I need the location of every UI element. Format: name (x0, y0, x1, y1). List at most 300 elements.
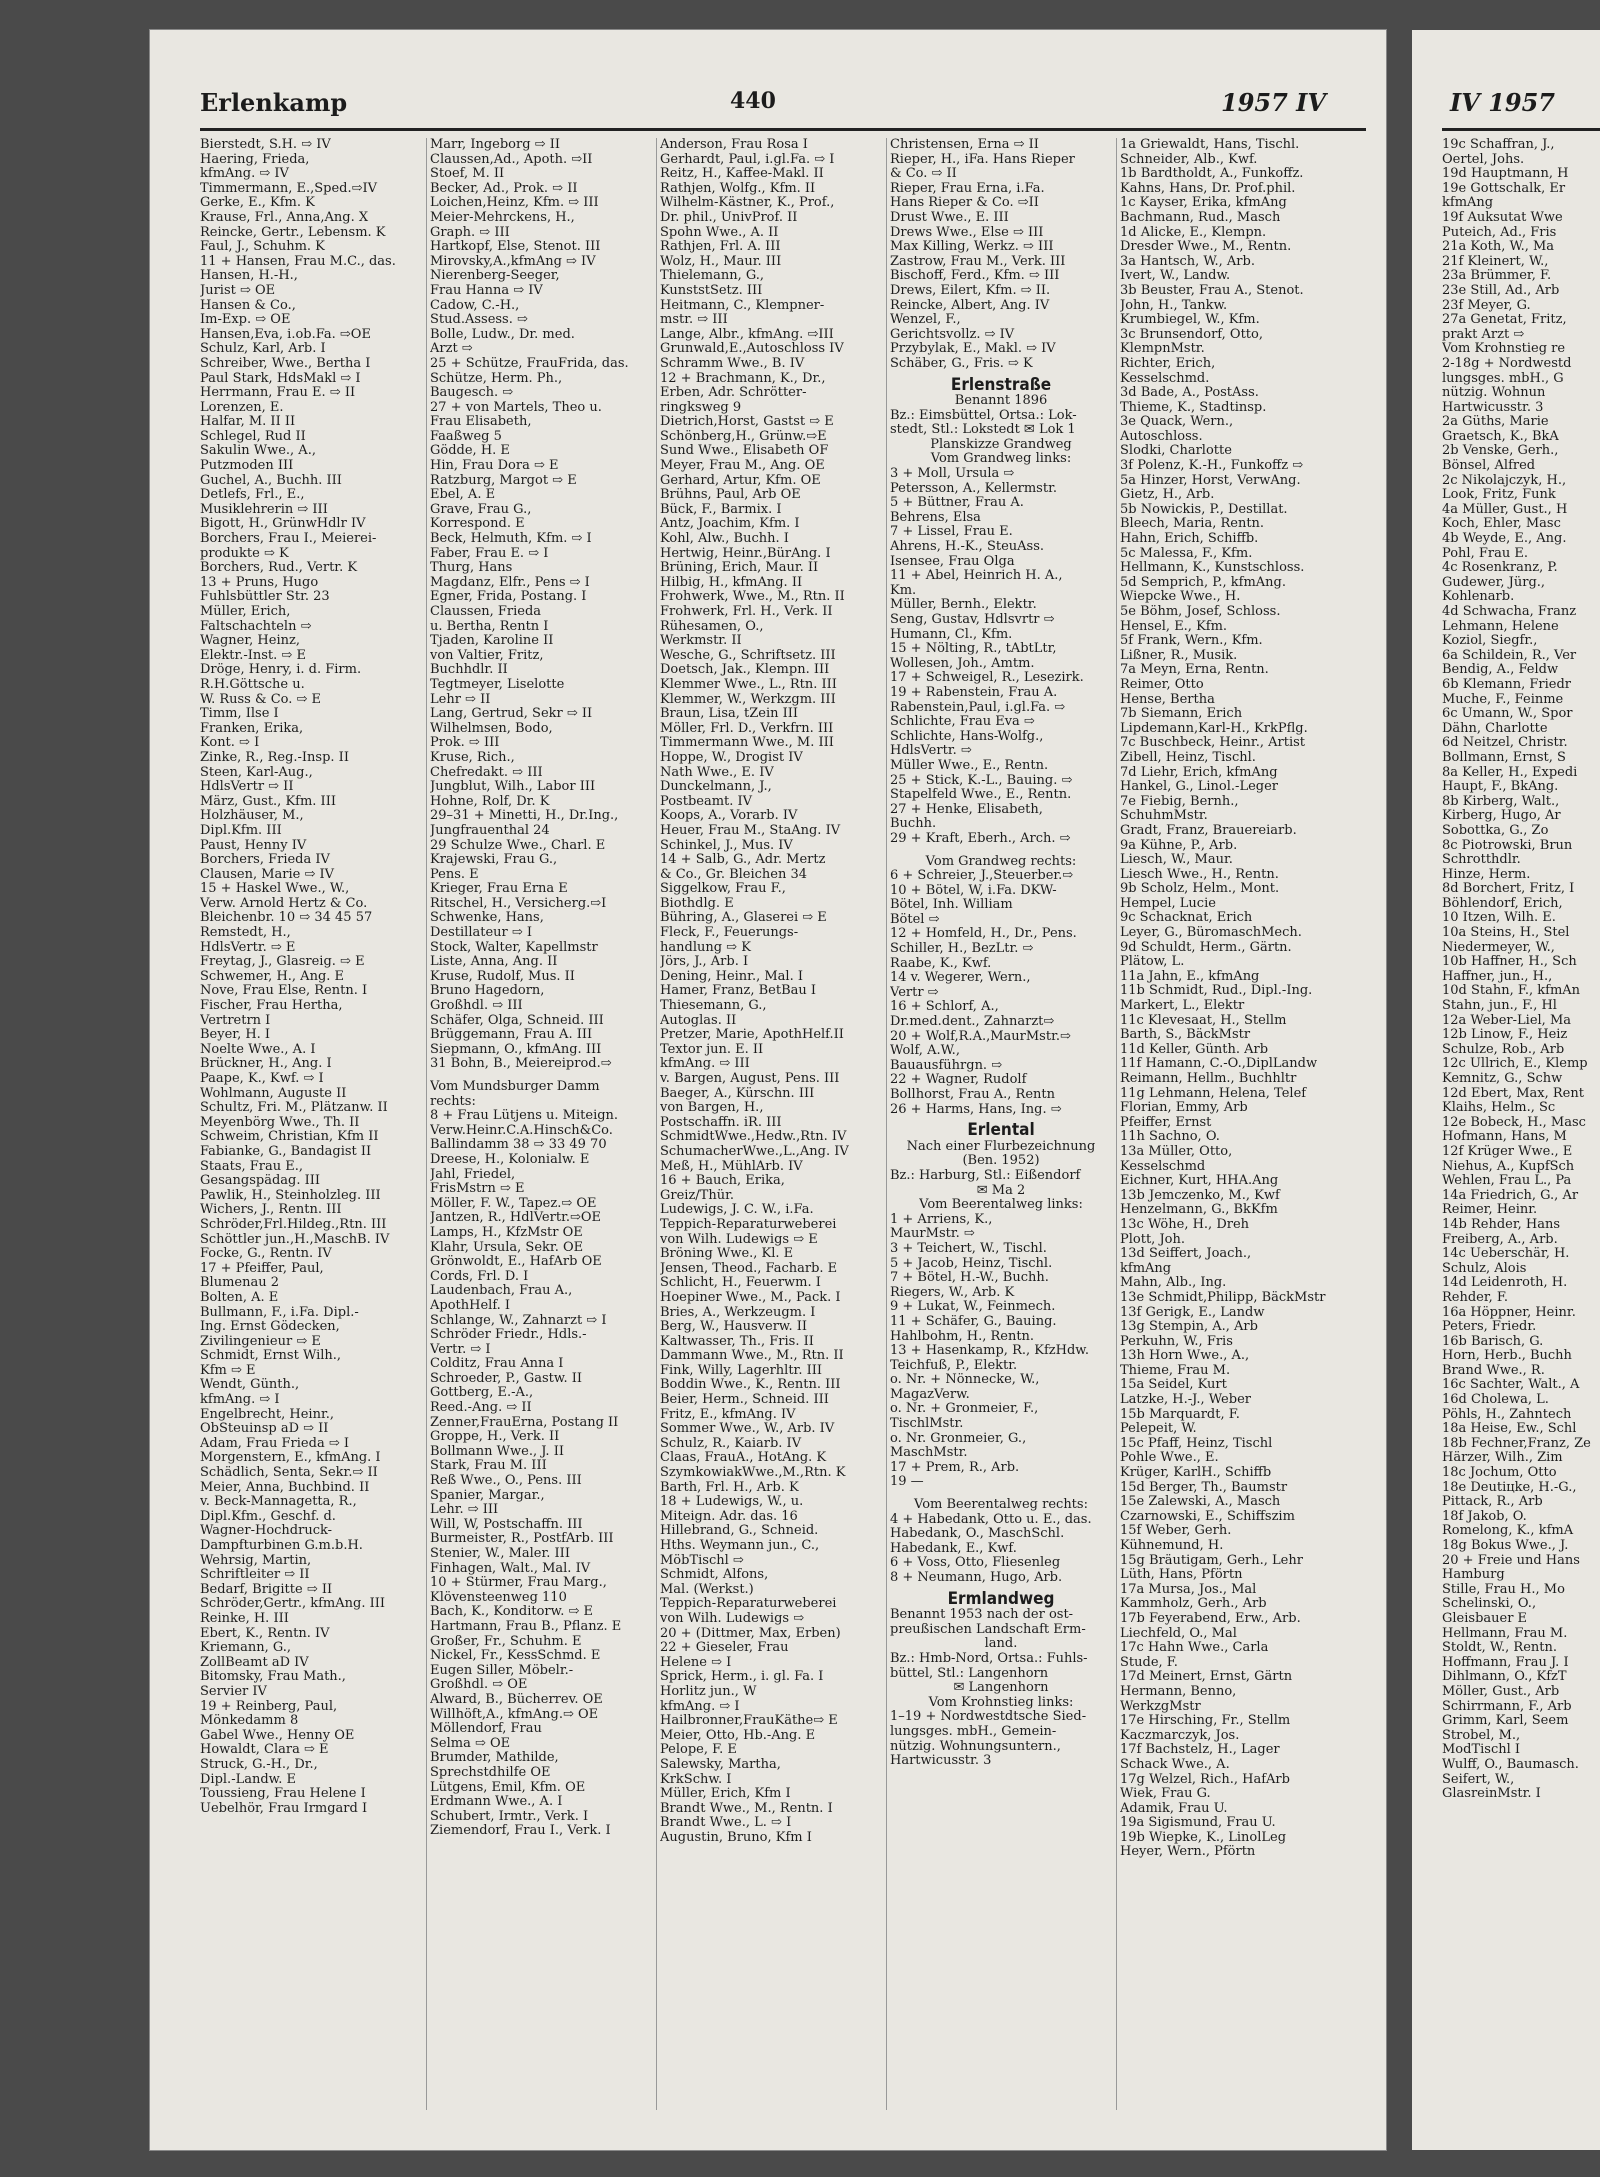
directory-entry: Autoglas. II (660, 1013, 737, 1028)
directory-entry: Gesangspädag. III (200, 1174, 321, 1189)
directory-entry: Kruse, Rich., (430, 750, 515, 765)
directory-entry: Seng, Gustav, Hdlsvrtr ⇨ (890, 613, 1055, 627)
directory-entry: 26 + Harms, Hans, Ing. ⇨ (890, 1102, 1062, 1117)
directory-entry: Lehr. ⇨ III (430, 1503, 499, 1518)
directory-entry: Thurg, Hans (430, 561, 513, 576)
directory-entry: v. Bargen, August, Pens. III (660, 1072, 840, 1086)
directory-entry: Kohlenarb. (1442, 590, 1515, 605)
directory-entry: 19 + Rabenstein, Frau A. (890, 685, 1058, 700)
directory-entry: Möller, Gust., Arb (1442, 1684, 1560, 1699)
directory-entry: Timmermann, E.,Sped.⇨IV (200, 181, 378, 196)
directory-entry: Hailbronner,FrauKäthe⇨ E (660, 1714, 838, 1729)
directory-entry: 2c Nikolajczyk, H., (1442, 473, 1567, 488)
directory-entry: Großer, Fr., Schuhm. E (430, 1634, 582, 1649)
next-page-edge (1412, 30, 1600, 2150)
directory-entry: Sund Wwe., Elisabeth OF (660, 444, 829, 459)
directory-entry: Grunwald,E.,Autoschloss IV (660, 342, 844, 357)
directory-entry: Meier, Otto, Hb.-Ang. E (660, 1728, 816, 1743)
directory-entry: Noelte Wwe., A. I (200, 1042, 316, 1057)
directory-entry: Reimer, Heinr. (1442, 1203, 1538, 1218)
directory-entry: 5 + Büttner, Frau A. (890, 496, 1024, 511)
directory-entry: Servier IV (200, 1684, 267, 1699)
directory-entry: Pens. E (430, 867, 479, 882)
directory-entry: März, Gust., Kfm. III (200, 794, 336, 809)
directory-entry: 6 + Voss, Otto, Fliesenleg (890, 1556, 1061, 1571)
directory-entry: Hilbig, H., kfmAng. II (660, 575, 803, 590)
directory-entry: Hoppe, W., Drogist IV (660, 750, 803, 765)
directory-entry: Km. (890, 583, 917, 598)
directory-entry: Gleisbauer E (1442, 1611, 1528, 1626)
directory-entry: Schirrmann, F., Arb (1442, 1699, 1572, 1714)
directory-entry: Pohl, Frau E. (1442, 546, 1528, 561)
directory-entry: Heyer, Wern., Pförtn (1120, 1845, 1256, 1860)
directory-entry: 13a Müller, Otto, (1120, 1144, 1233, 1159)
street-section-note: ✉ Langenhorn (953, 1680, 1049, 1696)
directory-entry: Schack Wwe., A. (1120, 1757, 1230, 1772)
directory-entry: Stock, Walter, Kapellmstr (430, 940, 598, 955)
directory-entry: Ebel, A. E (430, 488, 496, 503)
directory-entry: Schramm Wwe., B. IV (660, 356, 805, 371)
directory-entry: 11f Hamann, C.-O.,DiplLandw (1120, 1057, 1318, 1072)
directory-entry: 6a Schildein, R., Ver (1442, 648, 1577, 663)
directory-entry: Timm, Ilse I (200, 707, 279, 722)
directory-entry: 7e Fiebig, Bernh., (1120, 794, 1239, 809)
directory-entry: 8c Piotrowski, Brun (1442, 838, 1573, 853)
directory-entry: Zastrow, Frau M., Verk. III (890, 254, 1066, 269)
directory-entry: 5f Frank, Wern., Kfm. (1120, 634, 1263, 649)
directory-entry: MagazVerw. (890, 1387, 970, 1402)
directory-entry: Nove, Frau Else, Rentn. I (200, 984, 368, 999)
directory-entry: Claussen,Ad., Apoth. ⇨II (430, 152, 593, 167)
directory-entry: Schelinski, O., (1442, 1597, 1537, 1612)
directory-entry: Kammholz, Gerh., Arb (1120, 1597, 1267, 1612)
directory-entry: Bruno Hagedorn, (430, 984, 545, 999)
directory-entry: Toussieng, Frau Helene I (200, 1787, 366, 1802)
directory-entry: Autoschloss. (1120, 429, 1203, 444)
directory-entry: Faber, Frau E. ⇨ I (430, 546, 549, 561)
directory-entry: 18c Jochum, Otto (1442, 1466, 1557, 1481)
directory-entry: Wolz, H., Maur. III (660, 254, 782, 269)
directory-entry: SzymkowiakWwe.,M.,Rtn. K (660, 1466, 846, 1481)
directory-entry: Latzke, H.-J., Weber (1120, 1393, 1251, 1408)
directory-entry: Pöhls, H., Zahntech (1442, 1407, 1572, 1422)
street-section-note: Vom Beerentalweg rechts: (914, 1497, 1088, 1513)
directory-entry: Dening, Heinr., Mal. I (660, 969, 803, 984)
directory-entry: GlasreinMstr. I (1442, 1787, 1541, 1802)
directory-entry: SchuhmMstr. (1120, 809, 1208, 824)
directory-entry: Koops, A., Vorarb. IV (660, 809, 798, 824)
directory-entry: Pelope, F. E (660, 1743, 737, 1758)
directory-entry: Hamer, Franz, BetBau I (660, 984, 817, 999)
directory-entry: Borchers, Frau I., Meierei- (200, 532, 377, 547)
directory-entry: 12d Ebert, Max, Rent (1442, 1086, 1584, 1101)
directory-entry: Schäber, G., Fris. ⇨ K (890, 356, 1033, 371)
directory-entry: 17f Bachstelz, H., Lager (1120, 1743, 1280, 1758)
directory-entry: Holzhäuser, M., (200, 809, 304, 824)
directory-entry: Colditz, Frau Anna I (430, 1357, 564, 1372)
directory-entry: Claussen, Frieda (430, 605, 542, 619)
directory-entry: 13c Wöhe, H., Dreh (1120, 1217, 1250, 1232)
directory-entry: 3e Quack, Wern., (1120, 415, 1234, 430)
directory-entry: 3a Hantsch, W., Arb. (1120, 254, 1255, 269)
directory-entry: Nath Wwe., E. IV (660, 765, 774, 780)
directory-entry: Boddin Wwe., K., Rentn. III (660, 1378, 841, 1393)
directory-entry: 31 Bohn, B., Meiereiprod.⇨ (430, 1057, 612, 1072)
directory-entry: 1 + Arriens, K., (890, 1212, 993, 1227)
directory-entry: Haupt, F., BkAng. (1442, 780, 1559, 795)
directory-entry: 6b Klemann, Friedr (1442, 677, 1571, 692)
directory-entry: 11b Schmidt, Rud., Dipl.-Ing. (1120, 984, 1313, 999)
directory-entry: Reimer, Otto (1120, 677, 1204, 692)
directory-entry: 8a Keller, H., Expedi (1442, 765, 1578, 780)
directory-entry: Müller, Erich, Kfm I (660, 1787, 791, 1802)
directory-entry: Paul Stark, HdsMakl ⇨ I (200, 371, 361, 386)
directory-entry: MaurMstr. ⇨ (890, 1227, 975, 1242)
directory-entry: Strobel, M., (1442, 1728, 1521, 1743)
directory-entry: Vertr. ⇨ I (430, 1342, 491, 1357)
directory-entry: Staats, Frau E., (200, 1159, 304, 1174)
directory-entry: 10a Steins, H., Stel (1442, 926, 1570, 941)
street-section-title: Erlenstraße (950, 374, 1052, 395)
directory-entry: Guchel, A., Buchh. III (200, 473, 342, 488)
directory-entry: W. Russ & Co. ⇨ E (200, 692, 322, 707)
directory-entry: kfmAng. ⇨ I (200, 1393, 280, 1408)
directory-entry: Bendig, A., Feldw (1442, 663, 1559, 678)
directory-entry: Hartkopf, Else, Stenot. III (430, 240, 601, 255)
directory-entry: 29–31 + Minetti, H., Dr.Ing., (430, 809, 619, 824)
directory-entry: Hahn, Erich, Schiffb. (1120, 532, 1259, 547)
street-section-note: Vom Grandweg rechts: (925, 853, 1077, 869)
directory-entry: Mönkedamm 8 (200, 1714, 299, 1729)
directory-entry: o. Nr. Gronmeier, G., (890, 1431, 1027, 1446)
directory-entry: Mirovsky,A.,kfmAng ⇨ IV (430, 254, 596, 269)
directory-entry: kfmAng. ⇨ III (660, 1057, 750, 1072)
directory-entry: Puteich, Ad., Fris (1442, 225, 1557, 240)
directory-entry: Rabenstein,Paul, i.gl.Fa. ⇨ (890, 700, 1066, 715)
directory-entry: 16d Cholewa, L. (1442, 1393, 1549, 1408)
directory-entry: WerkzgMstr (1120, 1699, 1201, 1714)
directory-entry: Siepmann, O., kfmAng. III (430, 1042, 602, 1057)
directory-entry: 17c Hahn Wwe., Carla (1120, 1641, 1269, 1656)
directory-entry: 5a Hinzer, Horst, VerwAng. (1120, 473, 1301, 488)
directory-entry: Schädlich, Senta, Sekr.⇨ II (200, 1466, 378, 1481)
directory-entry: Gabel Wwe., Henny OE (200, 1728, 355, 1743)
directory-entry: Bz.: Eimsbüttel, Ortsa.: Lok- (890, 408, 1077, 423)
directory-entry: Blumenau 2 (200, 1276, 280, 1291)
directory-entry: Lütgens, Emil, Kfm. OE (430, 1780, 586, 1795)
directory-entry: Musiklehrerin ⇨ III (200, 502, 328, 517)
directory-entry: Graetsch, K., BkA (1442, 429, 1559, 444)
directory-entry: 27 + von Martels, Theo u. (430, 400, 602, 415)
directory-entry: 21f Kleinert, W., (1442, 254, 1549, 269)
next-page-rule (1442, 128, 1600, 131)
directory-entry: Jungblut, Wilh., Labor III (430, 780, 596, 795)
directory-entry: Schubert, Irmtr., Verk. I (430, 1809, 589, 1824)
directory-entry: 21a Koth, W., Ma (1442, 240, 1555, 255)
directory-entry: 12 + Homfeld, H., Dr., Pens. (890, 927, 1077, 942)
directory-entry: 17g Welzel, Rich., HafArb (1120, 1772, 1290, 1787)
directory-entry: preußischen Landschaft Erm- (890, 1622, 1086, 1637)
directory-entry: Groppe, H., Verk. II (430, 1430, 560, 1445)
directory-entry: Kruse, Rudolf, Mus. II (430, 969, 575, 984)
directory-entry: Wendt, Günth., (200, 1378, 300, 1393)
directory-entry: Brüning, Erich, Maur. II (660, 561, 819, 576)
directory-entry: 12b Linow, F., Heiz (1442, 1028, 1568, 1043)
directory-entry: TischlMstr. (890, 1417, 964, 1432)
directory-entry: 22 + Gieseler, Frau (660, 1641, 789, 1656)
directory-entry: o. Nr. + Nönnecke, W., (890, 1373, 1040, 1388)
directory-entry: Schröder,Frl.Hildeg.,Rtn. III (200, 1217, 387, 1232)
directory-entry: Erdmann Wwe., A. I (430, 1795, 563, 1810)
directory-entry: Wehlen, Frau L., Pa (1442, 1174, 1572, 1189)
directory-entry: Plätow, L. (1120, 955, 1185, 970)
directory-entry: Wesche, G., Schriftsetz. III (660, 648, 836, 663)
directory-entry: prakt Arzt ⇨ (1442, 327, 1525, 342)
directory-entry: 19a Sigismund, Frau U. (1120, 1816, 1276, 1831)
directory-entry: Halfar, M. II II (200, 415, 296, 430)
directory-entry: 1b Bardtholdt, A., Funkoffz. (1120, 167, 1304, 182)
directory-entry: 12e Bobeck, H., Masc (1442, 1115, 1586, 1130)
directory-entry: Gerke, E., Kfm. K (200, 196, 315, 211)
directory-entry: 14c Ueberschär, H. (1442, 1247, 1570, 1262)
directory-entry: Wiepcke Wwe., H. (1120, 590, 1241, 605)
directory-entry: Przybylak, E., Makl. ⇨ IV (890, 342, 1056, 357)
directory-entry: Brandt Wwe., M., Rentn. I (660, 1801, 833, 1816)
directory-entry: Fleck, F., Feuerungs- (660, 926, 799, 941)
directory-entry: 5e Böhm, Josef, Schloss. (1120, 605, 1281, 619)
directory-entry: Schulz, Karl, Arb. I (200, 342, 326, 357)
directory-entry: Zibell, Heinz, Tischl. (1120, 750, 1256, 765)
directory-entry: Nickel, Fr., KessSchmd. E (430, 1649, 601, 1664)
directory-entry: 13f Gerigk, E., Landw (1120, 1305, 1265, 1320)
directory-entry: Schreiber, Wwe., Bertha I (200, 356, 371, 371)
directory-entry: Lamps, H., KfzMstr OE (430, 1225, 583, 1240)
directory-entry: 10d Stahn, F., kfmAn (1442, 984, 1581, 999)
directory-entry: v. Beck-Mannagetta, R., (200, 1495, 357, 1510)
directory-entry: Hans Rieper & Co. ⇨II (890, 196, 1039, 211)
directory-entry: 16c Sachter, Walt., A (1442, 1378, 1580, 1393)
directory-entry: Anderson, Frau Rosa I (660, 138, 808, 152)
directory-entry: Müller, Erich, (200, 605, 291, 619)
directory-entry: Pohle Wwe., E. (1120, 1451, 1219, 1466)
directory-entry: Hths. Weymann jun., C., (660, 1539, 820, 1553)
directory-entry: Egner, Frida, Postang. I (430, 590, 587, 605)
directory-entry: Bischoff, Ferd., Kfm. ⇨ III (890, 269, 1060, 284)
directory-entry: Brandt Wwe., L. ⇨ I (660, 1816, 792, 1831)
directory-entry: Sakulin Wwe., A., (200, 444, 316, 459)
directory-entry: Meß, H., MühlArb. IV (660, 1159, 803, 1174)
directory-entry: 4d Schwacha, Franz (1442, 605, 1577, 619)
directory-entry: 7a Meyn, Erna, Rentn. (1120, 663, 1269, 678)
directory-entry: Dr.med.dent., Zahnarzt⇨ (890, 1015, 1055, 1030)
directory-entry: Kemnitz, G., Schw (1442, 1072, 1563, 1086)
directory-entry: 20 + Freie und Hans (1442, 1553, 1580, 1568)
directory-entry: produkte ⇨ K (200, 546, 289, 561)
directory-entry: Magdanz, Elfr., Pens ⇨ I (430, 575, 590, 590)
directory-entry: 13 + Hasenkamp, R., KfzHdw. (890, 1344, 1089, 1359)
directory-entry: Gottberg, E.-A., (430, 1386, 534, 1401)
directory-entry: Dr. phil., UnivProf. II (660, 210, 798, 225)
directory-entry: Bühring, A., Glaserei ⇨ E (660, 911, 827, 926)
directory-entry: 11h Sachno, O. (1120, 1130, 1220, 1145)
directory-entry: Großhdl. ⇨ OE (430, 1678, 528, 1693)
directory-entry: nützig. Wohnungsuntern., (890, 1739, 1061, 1754)
street-section-note: ✉ Ma 2 (976, 1182, 1026, 1198)
directory-entry: Fritz, E., kfmAng. IV (660, 1407, 796, 1422)
directory-entry: Teppich-Reparaturweberei (660, 1597, 837, 1612)
directory-entry: Thielemann, G., (660, 269, 765, 284)
directory-entry: Gödde, H. E (430, 444, 510, 459)
directory-entry: ringksweg 9 (660, 400, 742, 415)
directory-entry: Rehder, F. (1442, 1290, 1509, 1305)
directory-entry: 19b Wiepke, K., LinolLeg (1120, 1830, 1287, 1845)
directory-entry: Pretzer, Marie, ApothHelf.II (660, 1028, 844, 1043)
directory-entry: Gerhardt, Paul, i.gl.Fa. ⇨ I (660, 152, 835, 167)
directory-entry: kfmAng (1442, 196, 1494, 211)
directory-entry: Marr, Ingeborg ⇨ II (430, 138, 560, 152)
directory-entry: Liechfeld, O., Mal (1120, 1626, 1237, 1641)
directory-entry: Wehrsig, Martin, (200, 1553, 312, 1568)
directory-entry: Kont. ⇨ I (200, 736, 260, 751)
directory-entry: Brühns, Paul, Arb OE (660, 488, 801, 503)
directory-entry: 16 + Bauch, Erika, (660, 1174, 785, 1189)
page-number: 440 (730, 88, 776, 114)
directory-entry: 7d Liehr, Erich, kfmAng (1120, 765, 1278, 780)
directory-entry: Pfeiffer, Ernst (1120, 1115, 1212, 1130)
street-section-note: Vom Beerentalweg links: (919, 1197, 1083, 1213)
directory-entry: Siggelkow, Frau F., (660, 882, 786, 897)
directory-entry: Meier, Anna, Buchbind. II (200, 1480, 370, 1495)
directory-entry: 18g Bokus Wwe., J. (1442, 1539, 1569, 1553)
directory-entry: 13e Schmidt,Philipp, BäckMstr (1120, 1290, 1326, 1305)
directory-entry: Vertretrn I (200, 1013, 271, 1028)
directory-column-3 (660, 138, 887, 2110)
directory-entry: Buchh. (890, 817, 937, 832)
directory-entry: 3c Brunsendorf, Otto, (1120, 327, 1263, 342)
directory-entry: 4a Müller, Gust., H (1442, 502, 1568, 517)
directory-entry: stedt, Stl.: Lokstedt ✉ Lok 1 (890, 423, 1076, 438)
directory-entry: Kaczmarczyk, Jos. (1120, 1728, 1240, 1743)
directory-entry: Liesch, W., Maur. (1120, 853, 1233, 868)
directory-entry: Paape, K., Kwf. ⇨ I (200, 1072, 324, 1086)
directory-entry: ZollBeamt aD IV (200, 1655, 309, 1670)
directory-entry: Habedank, E., Kwf. (890, 1541, 1017, 1556)
directory-entry: Helene ⇨ I (660, 1655, 732, 1670)
directory-entry: Putzmoden III (200, 459, 294, 474)
directory-entry: Lißner, R., Musik. (1120, 648, 1238, 663)
spacer (430, 1072, 652, 1080)
directory-entry: Detlefs, Frl., E., (200, 488, 305, 503)
directory-entry: Fischer, Frau Hertha, (200, 999, 343, 1014)
directory-entry: Pawlik, H., Steinholzleg. III (200, 1188, 381, 1203)
directory-entry: Koch, Ehler, Masc (1442, 517, 1561, 532)
directory-entry: Frau Elisabeth, (430, 415, 532, 430)
directory-entry: u. Bertha, Rentn I (430, 619, 549, 634)
directory-entry: Bedarf, Brigitte ⇨ II (200, 1582, 333, 1597)
directory-entry: Sobottka, G., Zo (1442, 823, 1549, 838)
directory-entry: büttel, Stl.: Langenhorn (890, 1666, 1049, 1681)
directory-entry: 23a Brümmer, F. (1442, 269, 1552, 284)
directory-entry: Reinke, H. III (200, 1611, 289, 1626)
directory-entry: 27a Genetat, Fritz, (1442, 313, 1567, 328)
directory-entry: Stenier, W., Maler. III (430, 1547, 570, 1561)
directory-entry: Baugesch. ⇨ (430, 386, 514, 401)
directory-entry: Mahn, Alb., Ing. (1120, 1276, 1227, 1291)
directory-entry: Stark, Frau M. III (430, 1459, 547, 1474)
directory-entry: Fabianke, G., Bandagist II (200, 1144, 372, 1159)
directory-entry: Miteign. Adr. das. 16 (660, 1509, 798, 1524)
directory-entry: Lüth, Hans, Pförtn (1120, 1568, 1243, 1583)
directory-entry: Tjaden, Karoline II (430, 634, 554, 649)
directory-entry: MöbTischl ⇨ (660, 1553, 744, 1568)
directory-entry: HdlsVertr ⇨ II (200, 780, 294, 795)
directory-entry: Stille, Frau H., Mo (1442, 1582, 1565, 1597)
street-section-note: Vom Krohnstieg links: (928, 1694, 1074, 1710)
directory-entry: Dunckelmann, J., (660, 780, 772, 795)
street-section-note: Vom Grandweg links: (930, 451, 1072, 467)
directory-entry: 11 + Abel, Heinrich H. A., (890, 569, 1063, 584)
directory-entry: Dipl.-Landw. E (200, 1772, 297, 1787)
directory-entry: Wolf, A.W., (890, 1044, 960, 1059)
directory-entry: 25 + Schütze, FrauFrida, das. (430, 356, 629, 371)
directory-entry: Zivilingenieur ⇨ E (200, 1334, 321, 1349)
directory-entry: Grimm, Karl, Seem (1442, 1714, 1569, 1729)
directory-entry: Grave, Frau G., (430, 502, 532, 517)
directory-entry: Lange, Albr., kfmAng. ⇨III (660, 327, 834, 342)
directory-entry: Stude, F. (1120, 1655, 1178, 1670)
directory-column-1 (200, 138, 427, 2110)
directory-entry: Schmidt, Ernst Wilh., (200, 1349, 342, 1364)
directory-entry: 10b Haffner, H., Sch (1442, 955, 1577, 970)
directory-entry: 19e Gottschalk, Er (1442, 181, 1566, 196)
directory-entry: Beck, Helmuth, Kfm. ⇨ I (430, 532, 592, 547)
directory-entry: 15b Marquardt, F. (1120, 1407, 1240, 1422)
directory-entry: Hin, Frau Dora ⇨ E (430, 459, 559, 474)
directory-entry: Frohwerk, Frl. H., Verk. II (660, 605, 833, 619)
directory-entry: 29 + Kraft, Eberh., Arch. ⇨ (890, 831, 1071, 846)
directory-entry: Morgenstern, E., kfmAng. I (200, 1451, 381, 1466)
directory-entry: Dreese, H., Kolonialw. E (430, 1152, 590, 1167)
directory-entry: Wenzel, F., (890, 313, 961, 328)
directory-entry: Augustin, Bruno, Kfm I (660, 1830, 812, 1845)
directory-entry: 8d Borchert, Fritz, I (1442, 882, 1575, 897)
directory-entry: 15e Zalewski, A., Masch (1120, 1495, 1281, 1510)
directory-entry: SchmidtWwe.,Hedw.,Rtn. IV (660, 1130, 847, 1145)
directory-entry: Oertel, Johs. (1442, 152, 1525, 167)
directory-entry: Stud.Assess. ⇨ (430, 313, 528, 328)
directory-entry: lungsges. mbH., Gemein- (890, 1724, 1057, 1739)
directory-entry: Reß Wwe., O., Pens. III (430, 1474, 582, 1489)
directory-entry: Mal. (Werkst.) (660, 1582, 754, 1597)
directory-entry: Zenner,FrauErna, Postang II (430, 1415, 619, 1430)
directory-entry: Antz, Joachim, Kfm. I (660, 517, 800, 532)
directory-entry: Kesselschmd (1120, 1159, 1206, 1174)
directory-entry: Jurist ⇨ OE (200, 283, 276, 298)
directory-entry: 15f Weber, Gerh. (1120, 1524, 1232, 1539)
directory-entry: Hoffmann, Frau J. I (1442, 1655, 1569, 1670)
directory-entry: 9 + Lukat, W., Feinmech. (890, 1300, 1056, 1315)
directory-entry: Cadow, C.-H., (430, 298, 520, 313)
directory-entry: 13h Horn Wwe., A., (1120, 1349, 1250, 1364)
directory-entry: Markert, L., Elektr (1120, 999, 1245, 1014)
directory-entry: Lehr ⇨ II (430, 692, 491, 707)
directory-entry: 25 + Stick, K.-L., Bauing. ⇨ (890, 773, 1073, 788)
directory-entry: Seifert, W., (1442, 1772, 1515, 1787)
directory-entry: Faltschachteln ⇨ (200, 619, 312, 634)
directory-entry: SchumacherWwe.,L.,Ang. IV (660, 1144, 849, 1159)
directory-entry: Rieper, Frau Erna, i.Fa. (890, 181, 1045, 196)
directory-entry: 4 + Habedank, Otto u. E., das. (890, 1512, 1092, 1527)
